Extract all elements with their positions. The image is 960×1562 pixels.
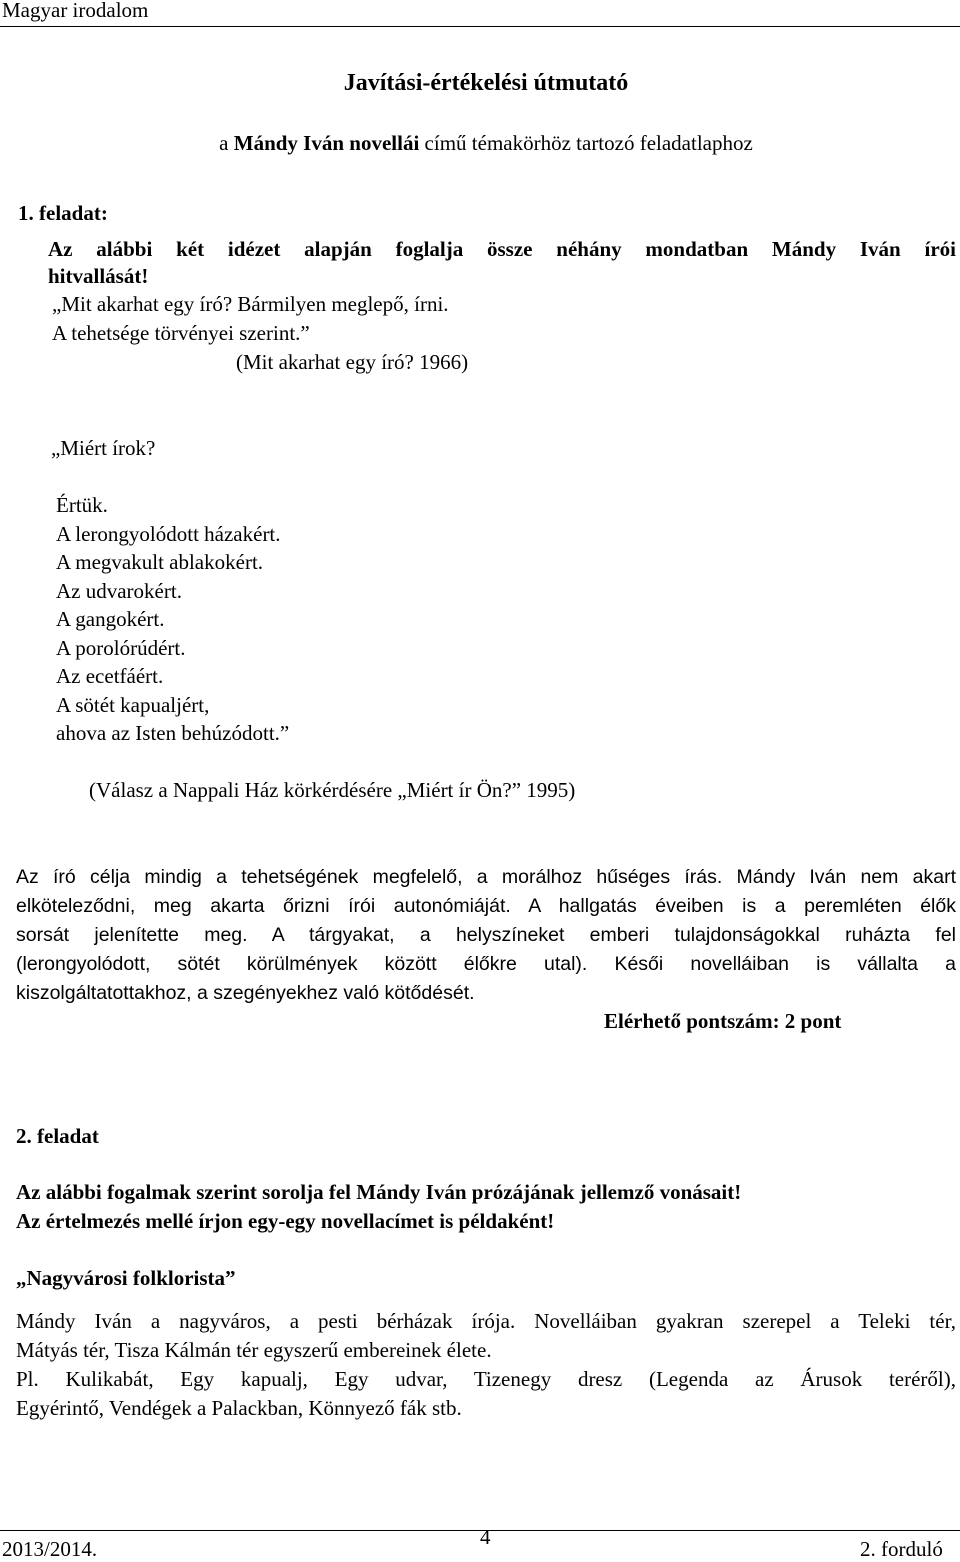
quote1-source: (Mit akarhat egy író? 1966) [236,350,469,374]
quote1-line: „Mit akarhat egy író? Bármilyen meglepő, írni. [52,292,449,316]
answer-line: Az író célja mindig a tehetségének megfelelő, a morálhoz hűséges írás. Mándy Iván nem akart [16,866,956,888]
task1-question-line: Az alábbi két idézet alapján foglalja össze néhány mondatban Mándy Iván írói [48,237,956,261]
header-divider [0,26,960,27]
task1-points: Elérhető pontszám: 2 pont [604,1009,842,1033]
page-subtitle [6,131,960,156]
answer-line: sorsát jelenítette meg. A tárgyakat, a helyszíneket emberi tulajdonságokkal ruházta fel [16,924,956,946]
task2-heading: 2. feladat [16,1124,99,1148]
task2-instruction: Az értelmezés mellé írjon egy-egy novellacímet is példaként! [16,1209,555,1233]
subtitle-topic: Mándy Iván novellái [233,131,420,155]
answer-line: (lerongyolódott, sötét körülmények között élőkre utal). Késői novelláiban is vállalta a [16,953,956,975]
answer-line: elköteleződni, meg akarta őrizni írói autonómiáját. A hallgatás éveiben is a peremléten élők [16,895,956,917]
quote2-source: (Válasz a Nappali Ház körkérdésére „Miért ír Ön?” 1995) [89,778,576,802]
task2-body-line: Mándy Iván a nagyváros, a pesti bérházak írója. Novelláiban gyakran szerepel a Teleki tér, [16,1309,956,1333]
quote2-line: A gangokért. [56,607,165,631]
quote2-line: A lerongyolódott házakért. [56,522,281,546]
quote2-line: A porolórúdért. [56,636,186,660]
task2-instruction: Az alábbi fogalmak szerint sorolja fel Mándy Iván prózájának jellemző vonásait! [16,1180,742,1204]
task2-body-line: Pl. Kulikabát, Egy kapualj, Egy udvar, Tizenegy dresz (Legenda az Árusok teréről), [16,1367,956,1391]
quote2-line: A megvakult ablakokért. [56,550,264,574]
task2-subheading: „Nagyvárosi folklorista” [16,1266,236,1290]
quote2-line: A sötét kapualjért, [56,693,210,717]
page-number: 4 [480,1525,491,1549]
quote1-line: A tehetsége törvényei szerint.” [52,321,310,345]
footer-round: 2. forduló [860,1537,943,1561]
quote2-opening: „Miért írok? [51,436,156,460]
answer-line: kiszolgáltatottakhoz, a szegényekhez való kötődését. [16,982,475,1004]
quote2-line: Az ecetfáért. [56,664,164,688]
header-subject: Magyar irodalom [2,0,149,22]
task2-body-line: Egyérintő, Vendégek a Palackban, Könnyező fák stb. [16,1396,462,1420]
page-title: Javítási-értékelési útmutató [343,70,629,96]
task2-body-line: Mátyás tér, Tisza Kálmán tér egyszerű embereinek élete. [16,1338,492,1362]
quote2-line: Az udvarokért. [56,579,182,603]
subtitle-post: című témakörhöz tartozó feladatlaphoz [419,131,753,155]
quote2-line: Értük. [56,493,108,517]
task1-heading: 1. feladat: [18,201,108,225]
footer-year: 2013/2014. [2,1537,98,1561]
task1-question-line: hitvallását! [48,264,149,288]
subtitle-pre: a [219,131,234,155]
quote2-line: ahova az Isten behúzódott.” [56,721,290,745]
